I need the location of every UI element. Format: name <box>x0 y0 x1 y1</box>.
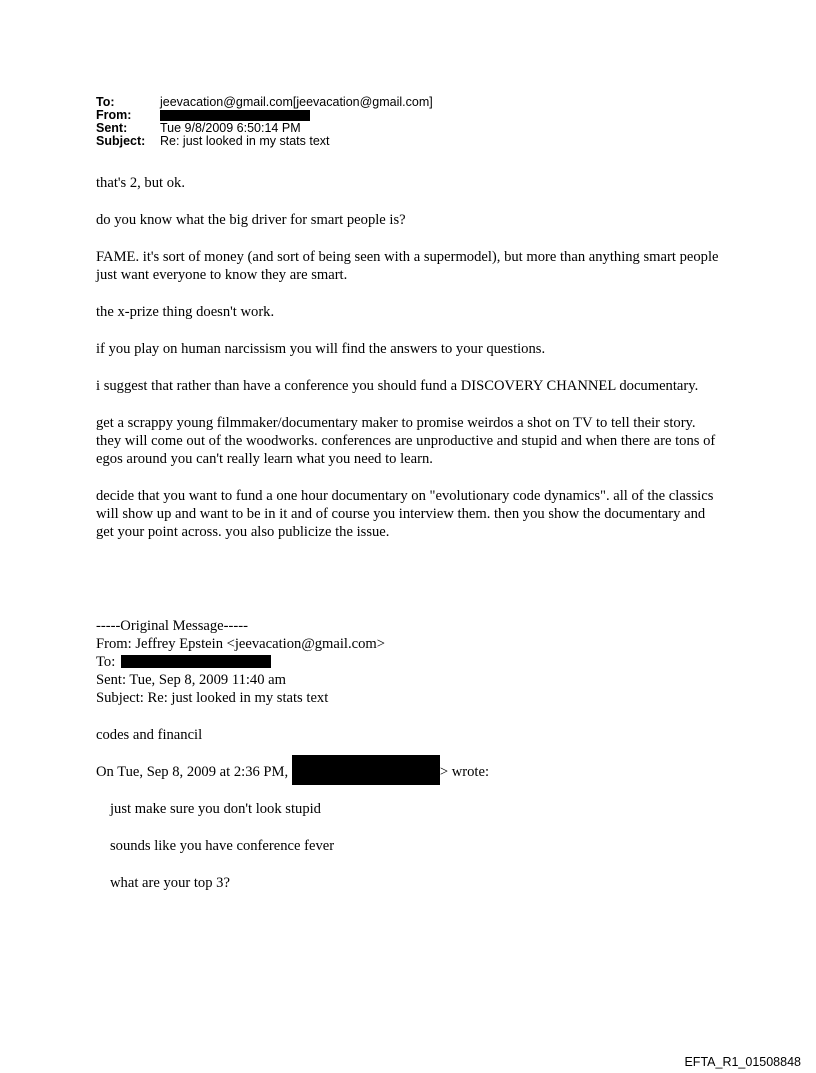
sent-label: Sent: <box>96 121 128 135</box>
body-paragraph: decide that you want to fund a one hour documentary on "evolutionary code dynamics". all of the classics will show up and want to be in it and of course you interview them. then you show the documentary and get your point across. you also publicize the issue. <box>96 488 714 540</box>
subject-value: Re: just looked in my stats text <box>160 134 330 148</box>
attribution-prefix: On Tue, Sep 8, 2009 at 2:36 PM, <box>96 764 289 780</box>
original-message <box>96 617 721 892</box>
body-paragraph: i suggest that rather than have a conference you should fund a DISCOVERY CHANNEL documentary. <box>96 378 699 394</box>
body-paragraph: that's 2, but ok. <box>96 175 185 191</box>
from-label: From: <box>96 108 132 122</box>
body-paragraph: if you play on human narcissism you will find the answers to your questions. <box>96 341 546 357</box>
to-label: To: <box>96 95 115 109</box>
body-paragraph: get a scrappy young filmmaker/documentary maker to promise weirdos a shot on TV to tell their story. they will come out of the woodworks. conferences are unproductive and stupid and when there are tons of egos around you can't really learn what you need to learn. <box>96 415 716 467</box>
original-to-label: To: <box>96 654 116 670</box>
to-value: jeevacation@gmail.com[jeevacation@gmail.com] <box>160 95 433 109</box>
redaction-box <box>292 755 440 785</box>
sent-value: Tue 9/8/2009 6:50:14 PM <box>160 121 301 135</box>
quote-attribution <box>96 763 721 781</box>
original-from: From: Jeffrey Epstein <jeevacation@gmail.com> <box>96 636 385 652</box>
original-sent: Sent: Tue, Sep 8, 2009 11:40 am <box>96 672 287 688</box>
quoted-line: just make sure you don't look stupid <box>110 801 321 817</box>
redaction-box <box>121 655 271 668</box>
redaction-box <box>160 110 310 121</box>
email-body <box>96 174 721 541</box>
attribution-suffix: > wrote: <box>439 764 490 780</box>
body-paragraph: FAME. it's sort of money (and sort of being seen with a supermodel), but more than anything smart people just want everyone to know they are smart. <box>96 249 719 283</box>
original-to <box>96 653 721 671</box>
document-id: EFTA_R1_01508848 <box>684 1055 801 1069</box>
quoted-line: sounds like you have conference fever <box>110 838 335 854</box>
body-paragraph: the x-prize thing doesn't work. <box>96 304 275 320</box>
subject-row <box>96 135 433 148</box>
quoted-line: what are your top 3? <box>110 875 230 891</box>
to-row <box>96 96 433 109</box>
original-subject: Subject: Re: just looked in my stats text <box>96 690 329 706</box>
body-paragraph: do you know what the big driver for smart people is? <box>96 212 406 228</box>
subject-label: Subject: <box>96 134 146 148</box>
original-divider: -----Original Message----- <box>96 618 248 634</box>
original-text: codes and financil <box>96 727 203 743</box>
email-header <box>96 96 433 148</box>
